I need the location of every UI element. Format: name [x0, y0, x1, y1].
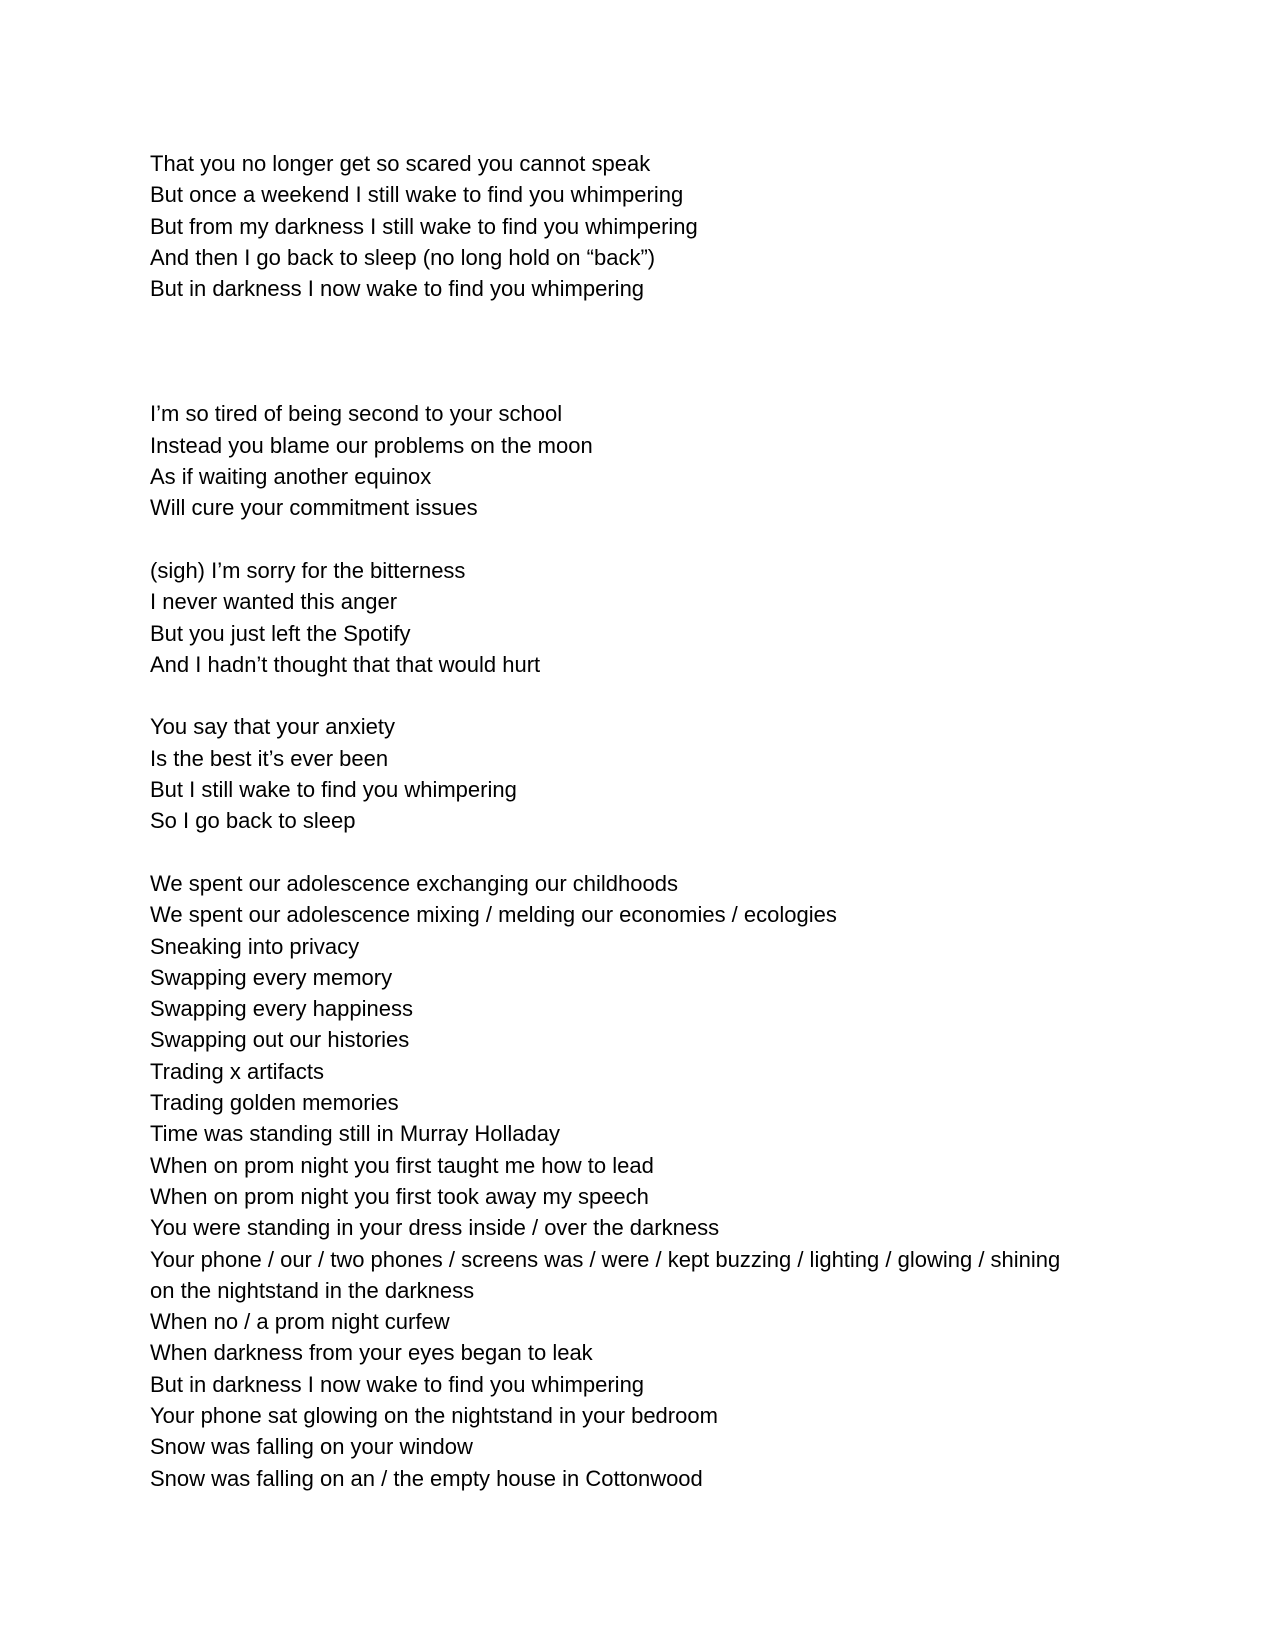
- text-line: When no / a prom night curfew: [150, 1309, 450, 1335]
- text-line: Your phone sat glowing on the nightstand in your bedroom: [150, 1402, 718, 1428]
- text-line: (sigh) I’m sorry for the bitterness: [150, 557, 466, 583]
- text-line: Swapping every memory: [150, 964, 393, 990]
- stanza-3: [150, 555, 1150, 680]
- stanza-1: [150, 148, 1150, 304]
- text-line: When on prom night you first took away my speech: [150, 1183, 649, 1209]
- text-line: Snow was falling on an / the empty house in Cottonwood: [150, 1465, 703, 1491]
- text-line: But from my darkness I still wake to find you whimpering: [150, 213, 698, 239]
- text-line: So I go back to sleep: [150, 808, 356, 834]
- text-line: We spent our adolescence mixing / melding our economies / ecologies: [150, 902, 837, 928]
- stanza-4: [150, 711, 1150, 836]
- text-line: But you just left the Spotify: [150, 620, 411, 646]
- text-line: I never wanted this anger: [150, 589, 398, 615]
- text-line: Swapping every happiness: [150, 996, 413, 1022]
- text-line: Snow was falling on your window: [150, 1434, 473, 1460]
- stanza-5: [150, 868, 1150, 1494]
- text-line: And I hadn’t thought that that would hurt: [150, 651, 541, 677]
- text-line: Time was standing still in Murray Holladay: [150, 1121, 560, 1147]
- text-line: But in darkness I now wake to find you whimpering: [150, 276, 645, 302]
- stanza-2: [150, 398, 1150, 523]
- text-line: But in darkness I now wake to find you whimpering: [150, 1371, 645, 1397]
- stanza-spacer: [150, 680, 1150, 711]
- text-line: Swapping out our histories: [150, 1027, 410, 1053]
- text-line: When on prom night you first taught me how to lead: [150, 1152, 654, 1178]
- text-line: Will cure your commitment issues: [150, 495, 478, 521]
- text-line: Is the best it’s ever been: [150, 745, 389, 771]
- text-line: As if waiting another equinox: [150, 464, 432, 490]
- text-line: That you no longer get so scared you cannot speak: [150, 151, 651, 176]
- text-line: We spent our adolescence exchanging our childhoods: [150, 870, 678, 896]
- stanza-spacer: [150, 837, 1150, 868]
- stanza-spacer: [150, 304, 1150, 398]
- text-line: But once a weekend I still wake to find you whimpering: [150, 182, 684, 208]
- text-line: You say that your anxiety: [150, 714, 396, 740]
- document-body: [150, 148, 1150, 1494]
- text-line: Trading golden memories: [150, 1090, 399, 1116]
- text-line: I’m so tired of being second to your school: [150, 401, 563, 427]
- text-line: Trading x artifacts: [150, 1058, 325, 1084]
- text-line: And then I go back to sleep (no long hold on “back”): [150, 244, 656, 270]
- text-line: Your phone / our / two phones / screens was / were / kept buzzing / lighting / glowing / shining: [150, 1246, 1061, 1272]
- text-line: You were standing in your dress inside / over the darkness: [150, 1215, 720, 1241]
- text-line: But I still wake to find you whimpering: [150, 777, 517, 803]
- text-line: When darkness from your eyes began to leak: [150, 1340, 593, 1366]
- stanza-spacer: [150, 524, 1150, 555]
- text-line: Sneaking into privacy: [150, 933, 360, 959]
- text-line: Instead you blame our problems on the moon: [150, 432, 593, 458]
- text-line: on the nightstand in the darkness: [150, 1277, 475, 1303]
